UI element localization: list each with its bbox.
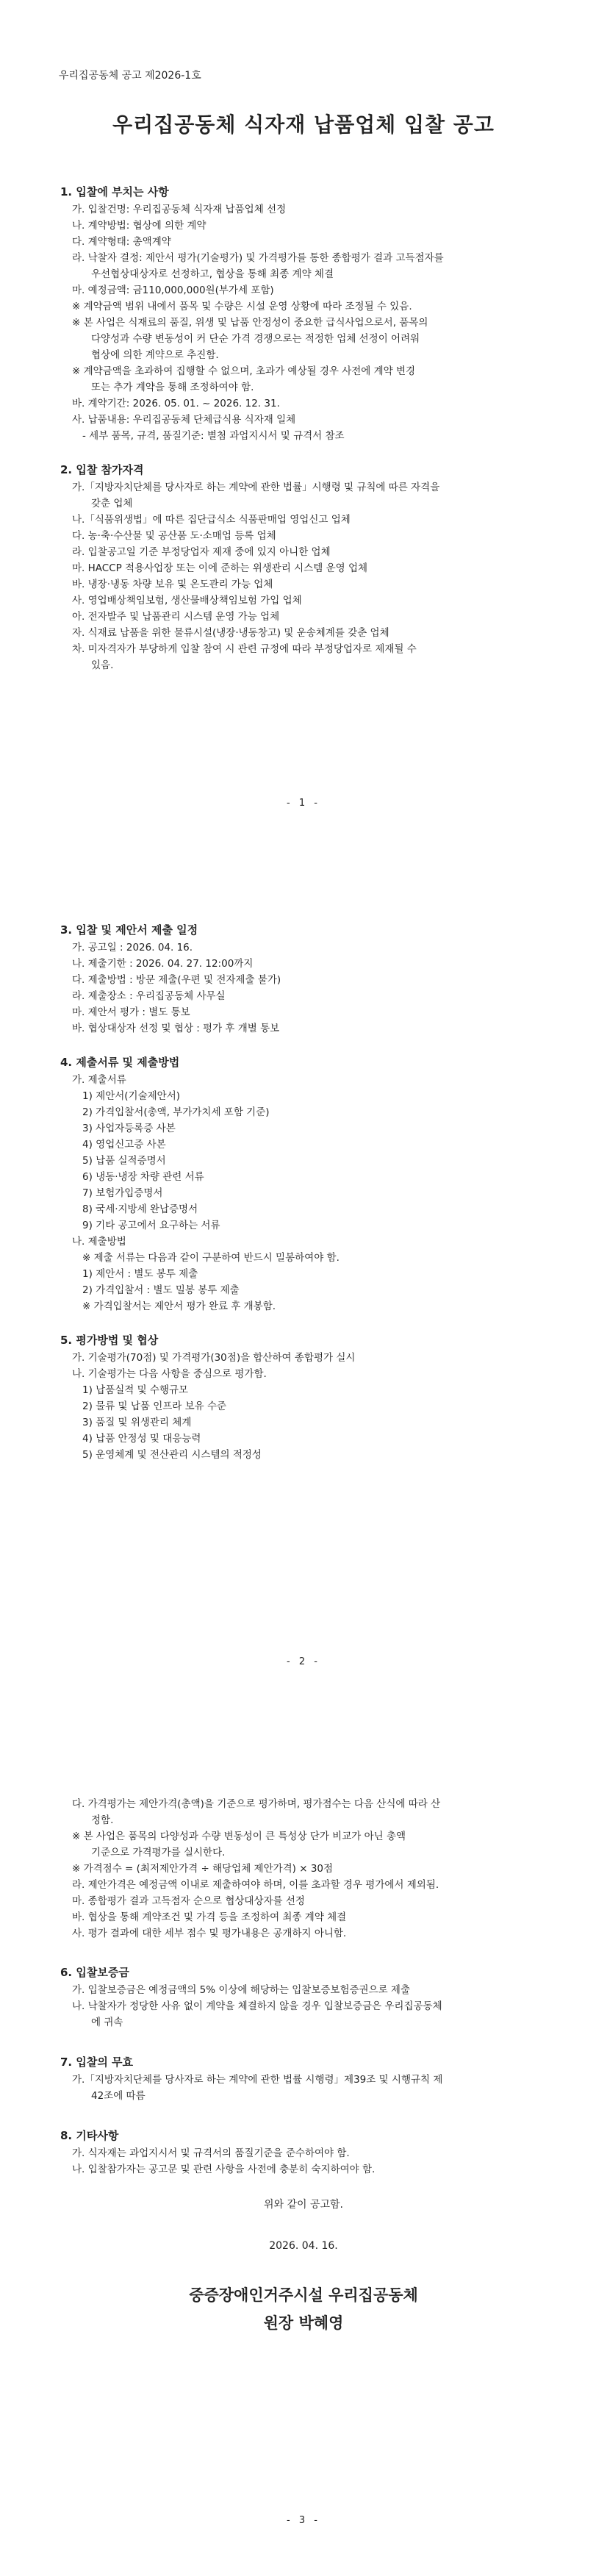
section-1-note: ※ 본 사업은 식재료의 품질, 위생 및 납품 안정성이 중요한 급식사업으로서, 품목의 (72, 317, 428, 329)
section-2-title: 2. 입찰 참가자격 (60, 463, 144, 476)
section-2-line: 라. 입찰공고일 기준 부정당업자 제재 중에 있지 아니한 업체 (72, 546, 331, 558)
section-4-item: 2) 가격입찰서(총액, 부가가치세 포함 기준) (82, 1106, 270, 1118)
section-5-note: 기준으로 가격평가를 실시한다. (91, 1847, 226, 1858)
section-6-line: 나. 낙찰자가 정당한 사유 없이 계약을 체결하지 않을 경우 입찰보증금은 우리집공동체 (72, 2000, 442, 2012)
section-4-note: ※ 제출 서류는 다음과 같이 구분하여 반드시 밀봉하여야 함. (82, 1252, 340, 1264)
section-2-line: 가.「지방자치단체를 당사자로 하는 계약에 관한 법률」시행령 및 규칙에 따른 자격을 (72, 482, 440, 493)
section-5-note: ※ 본 사업은 품목의 다양성과 수량 변동성이 큰 특성상 단가 비교가 아닌 총액 (72, 1831, 406, 1842)
organization-name: 중증장애인거주시설 우리집공동체 (189, 2286, 418, 2304)
section-4-item: 1) 제안서 : 별도 봉투 제출 (82, 1268, 198, 1280)
section-4-item: 2) 가격입찰서 : 별도 밀봉 봉투 제출 (82, 1284, 240, 1296)
closing-statement: 위와 같이 공고함. (263, 2199, 344, 2211)
section-2-line: 나.「식품위생법」에 따른 집단급식소 식품판매업 영업신고 업체 (72, 514, 351, 526)
section-2-line: 사. 영업배상책임보험, 생산물배상책임보험 가입 업체 (72, 595, 302, 607)
section-7-line: 가.「지방자치단체를 당사자로 하는 계약에 관한 법률 시행령」제39조 및 시행규칙 제 (72, 2074, 443, 2086)
section-4-item: 7) 보험가입증명서 (82, 1187, 163, 1199)
section-3-line: 마. 제안서 평가 : 별도 통보 (72, 1006, 190, 1018)
section-4-item: 1) 제안서(기술제안서) (82, 1090, 181, 1102)
signatory: 원장 박혜영 (263, 2314, 344, 2332)
section-1-line: 나. 계약방법: 협상에 의한 계약 (72, 220, 206, 232)
section-5-line: 바. 협상을 통해 계약조건 및 가격 등을 조정하여 최종 계약 체결 (72, 1911, 347, 1923)
section-2-line: 다. 농·축·수산물 및 공산품 도·소매업 등록 업체 (72, 530, 276, 542)
section-4-item: 3) 사업자등록증 사본 (82, 1123, 176, 1134)
section-5-formula: ※ 가격점수 = (최저제안가격 ÷ 해당업체 제안가격) × 30점 (72, 1863, 334, 1875)
section-6-line: 가. 입찰보증금은 예정금액의 5% 이상에 해당하는 입찰보증보험증권으로 제출 (72, 1984, 411, 1996)
section-3-line: 라. 제출장소 : 우리집공동체 사무실 (72, 990, 226, 1002)
section-1-note: ※ 계약금액 범위 내에서 품목 및 수량은 시설 운영 상황에 따라 조정될 수 있음. (72, 301, 412, 312)
section-1-line: 바. 계약기간: 2026. 05. 01. ~ 2026. 12. 31. (72, 398, 280, 409)
section-7-line: 42조에 따름 (91, 2090, 146, 2102)
section-4-line: 가. 제출서류 (72, 1074, 126, 1086)
section-6-line: 에 귀속 (91, 2017, 123, 2028)
section-8-line: 가. 식자재는 과업지시서 및 규격서의 품질기준을 준수하여야 함. (72, 2147, 350, 2159)
section-1-note: 또는 추가 계약을 통해 조정하여야 함. (91, 382, 254, 393)
page-3 (0, 1717, 607, 2576)
section-5-item: 1) 납품실적 및 수행규모 (82, 1384, 189, 1396)
section-7-title: 7. 입찰의 무효 (60, 2056, 134, 2069)
section-5-line: 가. 기술평가(70점) 및 가격평가(30점)을 합산하여 종합평가 실시 (72, 1352, 356, 1364)
section-1-line: 우선협상대상자로 선정하고, 협상을 통해 최종 계약 체결 (91, 268, 334, 280)
section-4-title: 4. 제출서류 및 제출방법 (60, 1056, 180, 1069)
page-2 (0, 859, 607, 1717)
page-1 (0, 0, 607, 859)
section-3-line: 나. 제출기한 : 2026. 04. 27. 12:00까지 (72, 958, 254, 970)
section-4-item: 4) 영업신고증 사본 (82, 1139, 166, 1151)
section-5-item: 2) 물류 및 납품 인프라 보유 수준 (82, 1400, 227, 1412)
section-2-line: 바. 냉장·냉동 차량 보유 및 온도관리 가능 업체 (72, 579, 273, 590)
page-number: - 2 - (287, 1656, 320, 1667)
section-2-line: 차. 미자격자가 부당하게 입찰 참여 시 관련 규정에 따라 부정당업자로 제재될 수 (72, 643, 417, 655)
section-1-line: 사. 납품내용: 우리집공동체 단체급식용 식자재 일체 (72, 414, 296, 426)
section-3-title: 3. 입찰 및 제안서 제출 일정 (60, 923, 198, 937)
section-1-line: 가. 입찰건명: 우리집공동체 식자재 납품업체 선정 (72, 204, 287, 215)
section-4-item: 9) 기타 공고에서 요구하는 서류 (82, 1220, 220, 1231)
announcement-date: 2026. 04. 16. (269, 2240, 338, 2252)
document-title: 우리집공동체 식자재 납품업체 입찰 공고 (112, 112, 495, 137)
section-4-item: 6) 냉동·냉장 차량 관련 서류 (82, 1171, 204, 1183)
section-1-note: 협상에 의한 계약으로 추진함. (91, 349, 219, 361)
section-5-line: 다. 가격평가는 제안가격(총액)을 기준으로 평가하며, 평가점수는 다음 산식에 따라 산 (72, 1798, 441, 1810)
section-1-line: 다. 계약형태: 총액계약 (72, 236, 171, 248)
section-2-line: 갖춘 업체 (91, 498, 133, 509)
section-3-line: 가. 공고일 : 2026. 04. 16. (72, 942, 193, 954)
page-number: - 1 - (287, 798, 320, 809)
section-6-title: 6. 입찰보증금 (60, 1966, 129, 1979)
section-4-line: 나. 제출방법 (72, 1236, 126, 1248)
section-5-title: 5. 평가방법 및 협상 (60, 1334, 159, 1347)
section-5-item: 5) 운영체계 및 전산관리 시스템의 적정성 (82, 1449, 262, 1461)
section-5-line: 사. 평가 결과에 대한 세부 점수 및 평가내용은 공개하지 아니함. (72, 1928, 347, 1939)
section-1-title: 1. 입찰에 부치는 사항 (60, 185, 169, 198)
section-1-note: ※ 계약금액을 초과하여 집행할 수 없으며, 초과가 예상될 경우 사전에 계약 변경 (72, 365, 416, 377)
section-1-note: 다양성과 수량 변동성이 커 단순 가격 경쟁으로는 적정한 업체 선정이 어려워 (91, 333, 420, 345)
section-3-line: 다. 제출방법 : 방문 제출(우편 및 전자제출 불가) (72, 974, 281, 986)
section-8-title: 8. 기타사항 (60, 2129, 119, 2142)
section-5-line: 마. 종합평가 결과 고득점자 순으로 협상대상자를 선정 (72, 1895, 305, 1907)
section-2-line: 아. 전자발주 및 납품관리 시스템 운영 가능 업체 (72, 611, 280, 623)
section-8-line: 나. 입찰참가자는 공고문 및 관련 사항을 사전에 충분히 숙지하여야 함. (72, 2164, 376, 2175)
section-5-item: 3) 품질 및 위생관리 체계 (82, 1417, 192, 1428)
section-4-item: 8) 국세·지방세 완납증명서 (82, 1203, 198, 1215)
section-5-line: 나. 기술평가는 다음 사항을 중심으로 평가함. (72, 1368, 267, 1380)
section-1-line: 마. 예정금액: 금110,000,000원(부가세 포함) (72, 285, 274, 296)
section-2-line: 자. 식재료 납품을 위한 물류시설(냉장·냉동창고) 및 운송체계를 갖춘 업체 (72, 627, 389, 639)
document-number: 우리집공동체 공고 제2026-1호 (59, 70, 201, 82)
section-5-line: 라. 제안가격은 예정금액 이내로 제출하여야 하며, 이를 초과할 경우 평가에서 제외됨. (72, 1879, 439, 1891)
section-5-item: 4) 납품 안정성 및 대응능력 (82, 1433, 201, 1445)
section-4-note: ※ 가격입찰서는 제안서 평가 완료 후 개봉함. (82, 1300, 276, 1312)
section-4-item: 5) 납품 실적증명서 (82, 1155, 166, 1167)
section-2-line: 마. HACCP 적용사업장 또는 이에 준하는 위생관리 시스템 운영 업체 (72, 562, 368, 574)
section-3-line: 바. 협상대상자 선정 및 협상 : 평가 후 개별 통보 (72, 1023, 280, 1034)
section-5-line: 정함. (91, 1814, 114, 1826)
page-number: - 3 - (287, 2515, 320, 2526)
section-2-line: 있음. (91, 659, 114, 671)
section-1-line: 라. 낙찰자 결정: 제안서 평가(기술평가) 및 가격평가를 통한 종합평가 결과 고득점자를 (72, 252, 444, 264)
section-1-subline: - 세부 품목, 규격, 품질기준: 별첨 과업지시서 및 규격서 참조 (82, 430, 345, 442)
